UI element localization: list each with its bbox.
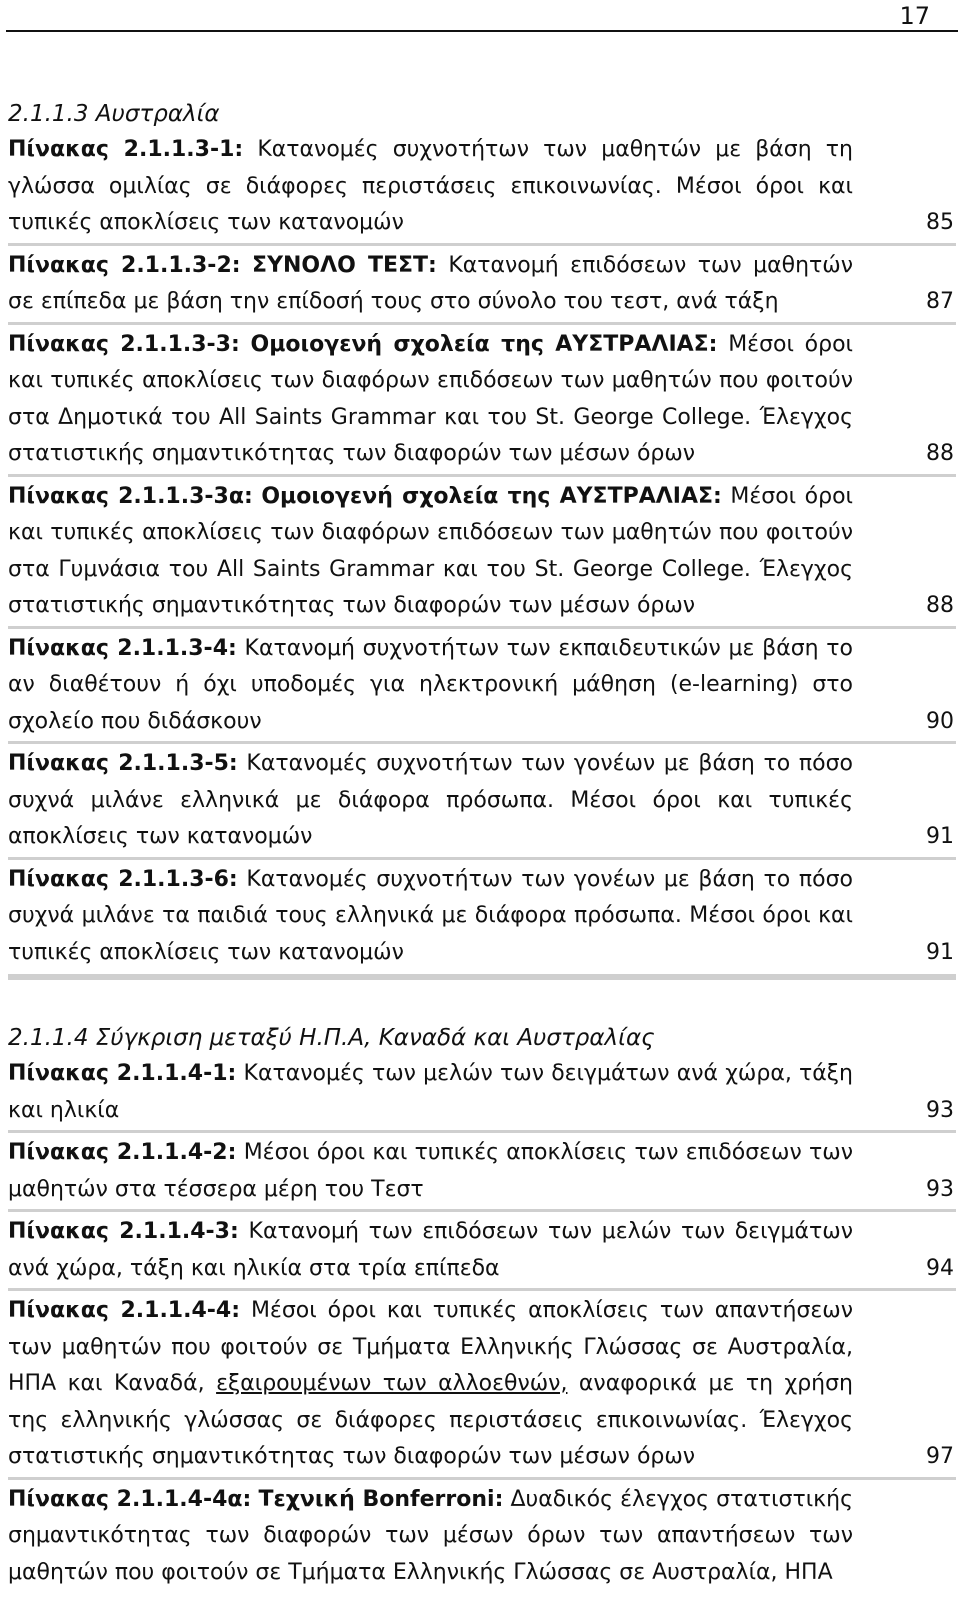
entry-keyword: Ομοιογενή σχολεία της ΑΥΣΤΡΑΛΙΑΣ:	[261, 483, 722, 509]
table-label: Πίνακας 2.1.1.3-6:	[8, 866, 238, 892]
entry-page: 93	[926, 1097, 954, 1123]
toc-section	[8, 1020, 956, 1592]
toc-entry	[8, 1214, 956, 1291]
entry-page: 94	[926, 1255, 954, 1281]
entry-text: Κατανομές συχνοτήτων των μαθητών με βάση τη γλώσσα ομιλίας σε διάφορες περιστάσεις επικοινωνίας. Μέσοι όροι και τυπικές αποκλίσεις των κατανομών	[8, 137, 853, 235]
toc-section	[8, 96, 956, 980]
toc-entry	[8, 746, 956, 860]
entry-underlined-text: εξαιρουμένων των αλλοεθνών,	[216, 1371, 568, 1396]
table-label: Πίνακας 2.1.1.3-3:	[8, 331, 240, 357]
table-label: Πίνακας 2.1.1.3-1:	[8, 137, 244, 162]
header-rule	[6, 30, 958, 32]
table-label: Πίνακας 2.1.1.3-2:	[8, 252, 241, 278]
entry-text: Κατανομές των μελών των δειγμάτων ανά χώρα, τάξη και ηλικία	[8, 1061, 854, 1123]
entry-page: 91	[926, 824, 954, 849]
entry-text: Κατανομή επιδόσεων των μαθητών σε επίπεδα με βάση την επίδοσή τους στο σύνολο του τεστ, ανά τάξη	[8, 252, 853, 314]
entry-keyword: ΣΥΝΟΛΟ ΤΕΣΤ:	[252, 252, 437, 278]
entry-text: Μέσοι όροι και τυπικές αποκλίσεις των επιδόσεων των μαθητών στα τέσσερα μέρη του Τεστ	[8, 1140, 854, 1202]
entry-text-after: αναφορικά με τη χρήση της ελληνικής γλώσσας σε διάφορες περιστάσεις επικοινωνίας. Έλεγχος στατιστικής σημαντικότητας των διαφορών των μέσων όρων	[8, 1371, 853, 1469]
entry-page: 88	[926, 441, 954, 466]
entry-text: Μέσοι όροι και τυπικές αποκλίσεις των διαφόρων επιδόσεων των μαθητών που φοιτούν στα Γυμνάσια του All Saints Grammar και του St. George College. Έλεγχος στατιστικής σημαντικότητας των διαφορών των μέσων όρων	[8, 483, 853, 618]
table-label: Πίνακας 2.1.1.4-3:	[8, 1219, 239, 1244]
entry-text: Κατανομές συχνοτήτων των γονέων με βάση το πόσο συχνά μιλάνε τα παιδιά τους ελληνικά με διάφορα πρόσωπα. Μέσοι όροι και τυπικές αποκλίσεις των κατανομών	[8, 866, 853, 965]
entry-page: 85	[926, 210, 954, 235]
table-label: Πίνακας 2.1.1.4-2:	[8, 1140, 237, 1165]
toc-entry	[8, 1293, 956, 1480]
entry-text: Μέσοι όροι και τυπικές αποκλίσεις των απαντήσεων των μαθητών που φοιτούν σε Τμήματα Ελληνικής Γλώσσας σε Αυστραλία, ΗΠΑ και Καναδά,	[8, 1298, 853, 1396]
entry-page: 91	[926, 939, 954, 965]
table-of-contents	[8, 96, 956, 1594]
entry-text: Μέσοι όροι και τυπικές αποκλίσεις των διαφόρων επιδόσεων των μαθητών που φοιτούν στα Δημοτικά του All Saints Grammar και του St. George College. Έλεγχος στατιστικής σημαντικότητας των διαφορών των μέσων όρων	[8, 331, 853, 466]
table-label: Πίνακας 2.1.1.4-4α:	[8, 1486, 252, 1512]
toc-entry	[8, 631, 956, 745]
entry-text: Κατανομή συχνοτήτων των εκπαιδευτικών με βάση το αν διαθέτουν ή όχι υποδομές για ηλεκτρονική μάθηση (e-learning) στο σχολείο που διδάσκουν	[8, 635, 854, 734]
table-label: Πίνακας 2.1.1.3-4:	[8, 635, 237, 661]
entry-page: 90	[926, 708, 954, 734]
toc-entry	[8, 1056, 956, 1133]
entry-text: Κατανομή των επιδόσεων των μελών των δειγμάτων ανά χώρα, τάξη και ηλικία στα τρία επίπεδα	[8, 1219, 853, 1281]
entry-page: 88	[926, 593, 954, 618]
table-label: Πίνακας 2.1.1.3-5:	[8, 751, 238, 776]
toc-entry	[8, 132, 956, 246]
entry-page: 93	[926, 1176, 954, 1202]
table-label: Πίνακας 2.1.1.3-3α:	[8, 483, 253, 509]
section-title: 2.1.1.4 Σύγκριση μεταξύ Η.Π.Α, Καναδά και Αυστραλίας	[8, 1025, 655, 1051]
entry-text: Δυαδικός έλεγχος στατιστικής σημαντικότητας των διαφορών των μέσων όρων των απαντήσεων των μαθητών που φοιτούν σε Τμήματα Ελληνικής Γλώσσας σε Αυστραλία, ΗΠΑ	[8, 1486, 853, 1585]
entry-page: 87	[926, 289, 954, 314]
toc-entry	[8, 1482, 956, 1593]
entry-keyword: Τεχνική Bonferroni:	[258, 1486, 504, 1512]
entry-page: 97	[926, 1444, 954, 1469]
entry-text: Κατανομές συχνοτήτων των γονέων με βάση το πόσο συχνά μιλάνε ελληνικά με διάφορα πρόσωπα. Μέσοι όροι και τυπικές αποκλίσεις των κατανομών	[8, 751, 853, 849]
table-label: Πίνακας 2.1.1.4-4:	[8, 1298, 241, 1323]
entry-keyword: Ομοιογενή σχολεία της ΑΥΣΤΡΑΛΙΑΣ:	[250, 331, 718, 357]
toc-entry	[8, 327, 956, 477]
toc-entry	[8, 248, 956, 325]
toc-entry	[8, 862, 956, 973]
toc-entry	[8, 479, 956, 629]
page-number: 17	[899, 2, 930, 30]
section-title: 2.1.1.3 Αυστραλία	[8, 101, 220, 127]
toc-entry	[8, 1135, 956, 1212]
table-label: Πίνακας 2.1.1.4-1:	[8, 1061, 237, 1086]
